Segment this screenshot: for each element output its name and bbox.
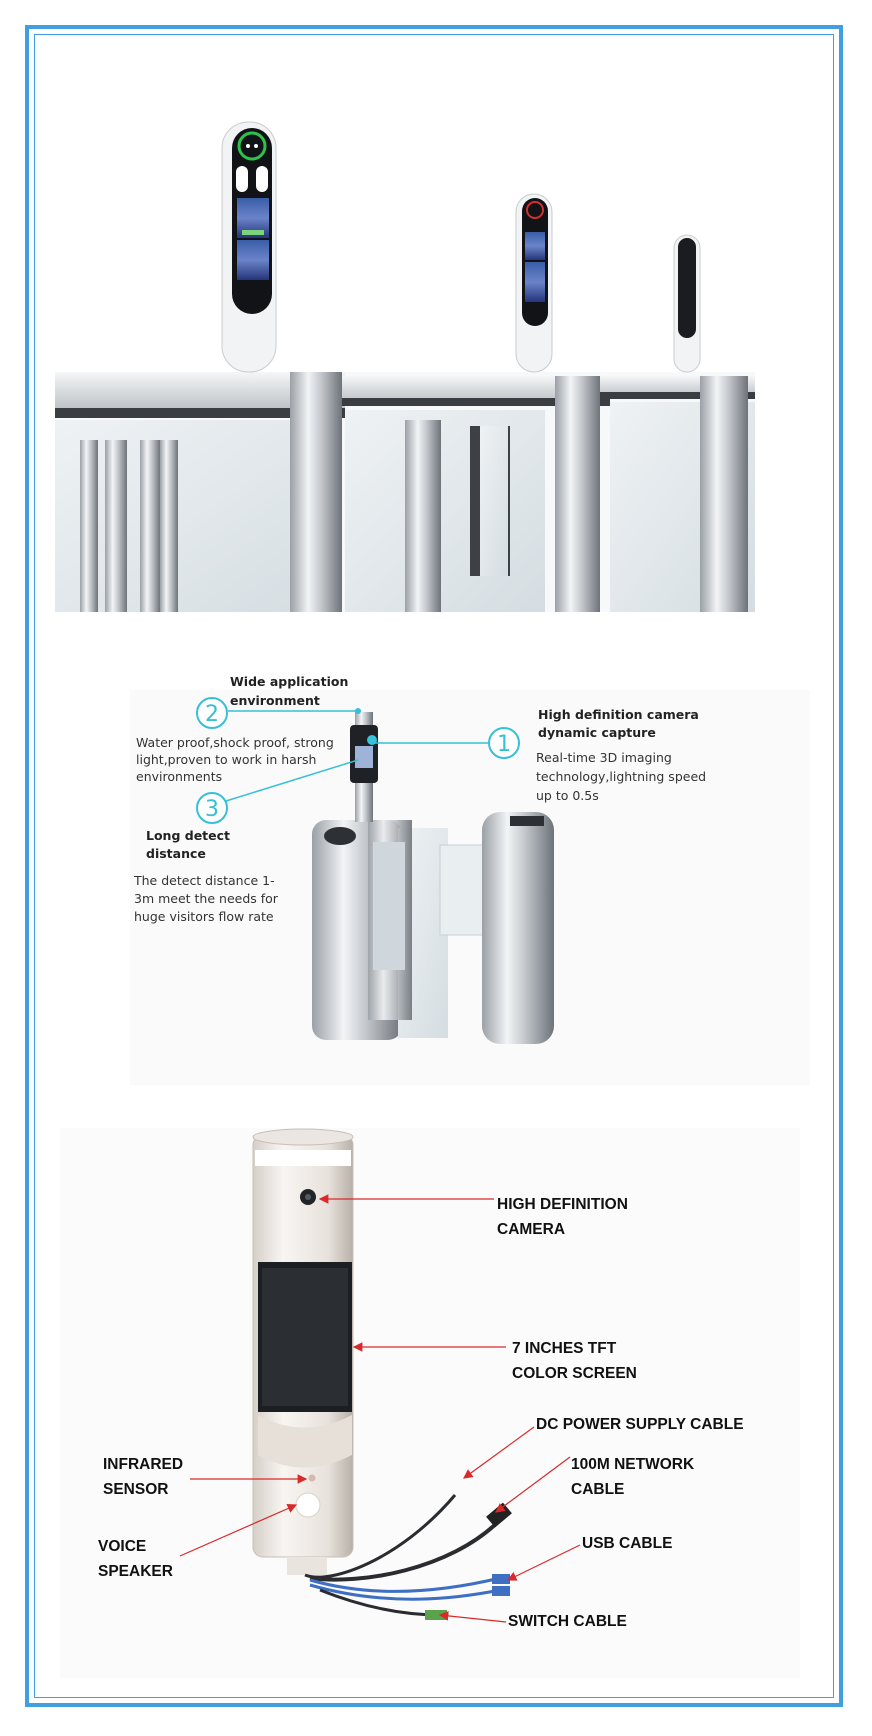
terminal-pillar bbox=[253, 1129, 353, 1575]
label-usb-cable: USB CABLE bbox=[582, 1535, 673, 1552]
callout2-desc-line3: environments bbox=[136, 769, 223, 784]
callout3-desc-line3: huge visitors flow rate bbox=[134, 909, 274, 924]
label-speaker-line1: VOICE bbox=[98, 1538, 147, 1555]
label-screen-line2: COLOR SCREEN bbox=[512, 1365, 637, 1382]
callout-marker-2 bbox=[197, 698, 227, 728]
callout3-title-line1: Long detect bbox=[146, 828, 231, 843]
label-screen-line1: 7 INCHES TFT bbox=[512, 1340, 617, 1357]
callout3-desc-line1: The detect distance 1- bbox=[134, 873, 275, 888]
label-camera-line2: CAMERA bbox=[497, 1221, 566, 1238]
face-terminal-large bbox=[222, 122, 276, 372]
callout1-desc-line1: Real-time 3D imaging bbox=[536, 750, 672, 765]
label-infrared-line1: INFRARED bbox=[103, 1456, 184, 1473]
label-network-line2: CABLE bbox=[571, 1481, 625, 1498]
label-network-line1: 100M NETWORK bbox=[571, 1456, 695, 1473]
callout1-title-line2: dynamic capture bbox=[538, 725, 656, 740]
turnstile-row-image bbox=[55, 122, 755, 612]
callout2-desc-line2: light,proven to work in harsh bbox=[136, 752, 317, 767]
callout3-title-line2: distance bbox=[146, 846, 206, 861]
callout2-title-line2: environment bbox=[230, 693, 320, 708]
label-infrared-line2: SENSOR bbox=[103, 1481, 169, 1498]
callout-number-2: 2 bbox=[205, 702, 219, 727]
callout2-desc-line1: Water proof,shock proof, strong bbox=[136, 735, 334, 750]
label-speaker-line2: SPEAKER bbox=[98, 1563, 173, 1580]
callout1-title-line1: High definition camera bbox=[538, 707, 699, 722]
callout1-desc-line2: technology,lightning speed bbox=[536, 769, 707, 784]
face-terminal-small bbox=[674, 235, 700, 372]
callout2-title-line1: Wide application bbox=[230, 674, 349, 689]
callout-number-1: 1 bbox=[497, 732, 511, 757]
callout1-desc-line3: up to 0.5s bbox=[536, 788, 599, 803]
terminal-components-diagram bbox=[60, 1128, 800, 1678]
label-switch-cable: SWITCH CABLE bbox=[508, 1613, 627, 1630]
feature-diagram bbox=[130, 674, 810, 1085]
callout-number-3: 3 bbox=[205, 797, 219, 822]
callout-marker-3 bbox=[197, 793, 227, 823]
callout3-desc-line2: 3m meet the needs for bbox=[134, 891, 278, 906]
face-terminal-medium bbox=[516, 194, 552, 372]
label-camera-line1: HIGH DEFINITION bbox=[497, 1196, 628, 1213]
callout-marker-1 bbox=[489, 728, 519, 758]
label-power-cable: DC POWER SUPPLY CABLE bbox=[536, 1416, 744, 1433]
